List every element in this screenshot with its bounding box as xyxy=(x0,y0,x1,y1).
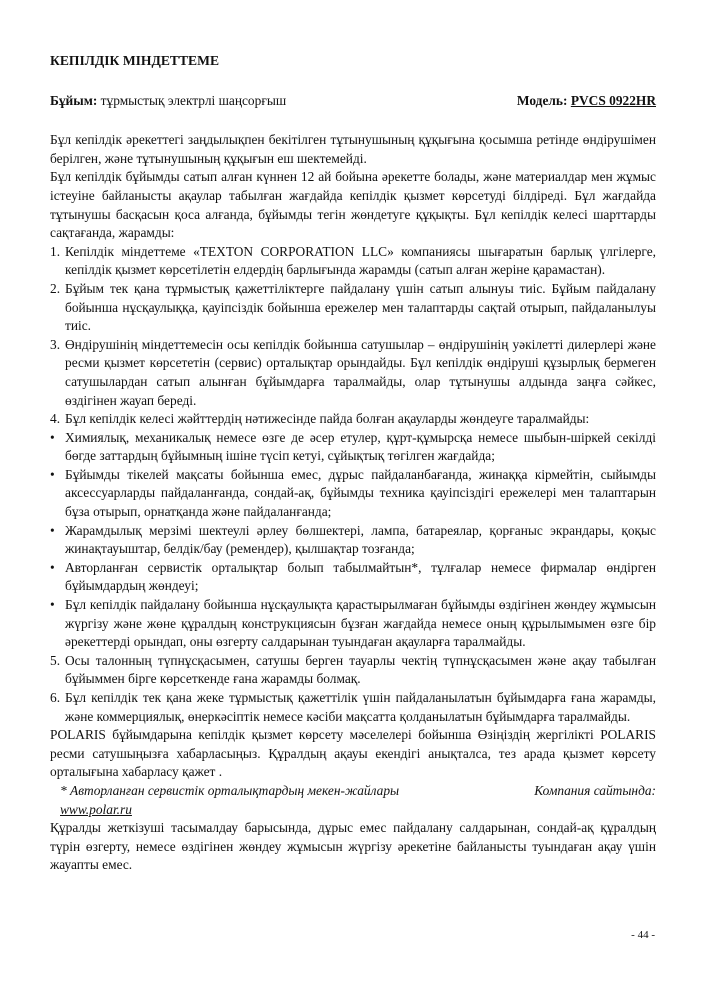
item-text: Өндірушінің міндеттемесін осы кепілдік бойынша сатушылар – өндірушінің уәкілетті дилерлері және ресми қызмет көрсететін (сервис) орталықтар орындайды. Бұл кепілдік өндіруші құзырлық бермеген сатушылардан сатып алынған бұйымдарға таралмайды, олар тұтынушы алдында заңға сәйкес, өздігінен жауап береді. xyxy=(65,336,656,408)
item-text: Осы талонның түпнұсқасымен, сатушы берген тауарлы чектің түпнұсқасымен және ақау табылған бұйыммен бірге көрсеткенде ғана жарамды болмақ. xyxy=(65,652,656,687)
list-item xyxy=(50,466,656,522)
item-text: Бұл кепілдік пайдалану бойынша нұсқаулықта қарастырылмаған бұйымды өздігінен жөндеу жұмысын жүргізу және жөне құралдың конструкциясын бұзған жағдайда немесе оның құрылымымен өзге бір әрекеттерді орындап, оны өзгерту салдарынан туындаған ақауларға таралмайды. xyxy=(65,597,656,650)
model-label: Модель: xyxy=(516,92,568,108)
document-page xyxy=(50,52,656,875)
item-text: Авторланған сервистік орталықтар болып табылмайтын*, тұлғалар немесе фирмалар өндірген бұйымдардың жөндеуі; xyxy=(65,559,656,594)
numbered-list-b xyxy=(50,652,656,726)
product-label: Бұйым: xyxy=(50,92,98,108)
bullet-list xyxy=(50,429,656,652)
list-item xyxy=(50,410,656,429)
page-title: КЕПІЛДІК МІНДЕТТЕМЕ xyxy=(50,53,220,68)
product-value: тұрмыстық электрлі шаңсорғыш xyxy=(100,92,287,108)
bullet-icon: • xyxy=(50,429,55,445)
item-number: 5. xyxy=(50,652,61,668)
note-site-label: Компания сайтында: xyxy=(534,782,656,798)
bullet-icon: • xyxy=(50,597,55,613)
contact-paragraph: POLARIS бұйымдарына кепілдік қызмет көрсету мәселелері бойынша Өзіңіздің жергілікті POLARIS ресми сатушыңызға хабарласыңыз. Құралдың ақауы екендігі анықталса, тез арада қызмет көрсету орталығына хабарласу қажет . xyxy=(50,727,656,780)
list-item xyxy=(50,243,656,280)
list-item xyxy=(50,596,656,652)
bullet-icon: • xyxy=(50,559,55,575)
list-item xyxy=(50,689,656,726)
list-item xyxy=(50,336,656,410)
product-line xyxy=(50,92,656,111)
bullet-icon: • xyxy=(50,522,55,538)
service-centers-note xyxy=(50,782,656,801)
item-number: 4. xyxy=(50,411,61,427)
item-text: Химиялық, механикалық немесе өзге де әсер етулер, құрт-құмырсқа немесе шыбын-шіркей секілді бөгде заттардың бұйымның ішіне түсіп кетуі, сұйықтық төгілген жағдайда; xyxy=(65,429,656,464)
item-text: Бұйым тек қана тұрмыстық қажеттіліктерге пайдалану үшін сатып алынуы тиіс. Бұйым пайдалану бойынша нұсқаулыққа, қауіпсіздік бойынша ережелер мен талаптарды сақтай отырып, пайдаланылуы тиіс. xyxy=(65,280,656,334)
list-item xyxy=(50,652,656,689)
item-number: 3. xyxy=(50,336,61,352)
item-number: 2. xyxy=(50,280,61,296)
note-text: * Авторланған сервистік орталықтардың мекен-жайлары xyxy=(60,782,400,798)
item-number: 6. xyxy=(50,690,61,705)
list-item xyxy=(50,280,656,336)
page-number: - 44 - xyxy=(631,929,655,941)
product-info xyxy=(50,92,286,111)
final-paragraph: Құралды жеткізуші тасымалдау барысында, дұрыс емес пайдалану салдарынан, сондай-ақ құралдың түрін өзгерту, немесе өздігінен жөндеу жұмысын жүргізу әрекетіне байланысты туындаған ақау үшін жауапты емес. xyxy=(50,820,656,873)
website-link[interactable]: www.polar.ru xyxy=(60,801,132,817)
numbered-list-a xyxy=(50,243,656,429)
item-text: Бұл кепілдік келесі жәйттердің нәтижесінде пайда болған ақауларды жөндеуге таралмайды: xyxy=(65,411,590,427)
bullet-icon: • xyxy=(50,466,55,482)
intro-paragraph: Бұл кепілдік бұйымды сатып алған күннен 12 ай бойына әрекетте болады, және материалдар мен жұмыс істеуіне байланысты ақаулар табылған жағдайда кепілдік қызмет көрсетуді білдіреді. Бұл жағдайда тұтынушы басқасын қоса алғанда, бұйымды тегін жөндетуге құқықты. Бұл кепілдік келесі шарттарды сақтағанда, жарамды: xyxy=(50,169,656,241)
list-item xyxy=(50,429,656,466)
item-text: Жарамдылық мерзімі шектеулі әрлеу бөлшектері, лампа, батареялар, қорғаныс экрандары, қоқыс жинақтауыштар, белдік/бау (ремендер), қылшақтар тозғанда; xyxy=(65,522,656,557)
list-item xyxy=(50,522,656,559)
model-info xyxy=(517,92,656,111)
item-text: Кепілдік міндеттеме «TEXTON CORPORATION LLC» компаниясы шығаратын барлық үлгілерге, кепілдік қызмет көрсетілетін елдердің барлығында жарамды (сатып алған жеріне қарамастан). xyxy=(65,243,656,278)
item-number: 1. xyxy=(50,243,61,259)
item-text: Бұйымды тікелей мақсаты бойынша емес, дұрыс пайдаланбағанда, жинаққа кірмейтін, сыйымды аксессуарларды пайдаланғанда, сондай-ақ, бұйымды техника қауіпсіздігі ережелері мен талаптарын бұза отырып, орнатқанда және пайдаланғанда; xyxy=(65,466,656,520)
model-value: PVCS 0922HR xyxy=(570,92,656,108)
list-item xyxy=(50,559,656,596)
item-text: Бұл кепілдік тек қана жеке тұрмыстық қажеттілік үшін пайдаланылатын бұйымдарға ғана жарамды, және коммерциялық, өнеркәсіптік немесе кәсіби мақсатта қолданылатын бұйымдарға таралмайды. xyxy=(65,690,656,724)
intro-paragraph: Бұл кепілдік әрекеттегі заңдылықпен бекітілген тұтынушының құқығына қосымша ретінде өндірушімен берілген, және тұтынушының құқығын еш шектемейді. xyxy=(50,132,656,166)
